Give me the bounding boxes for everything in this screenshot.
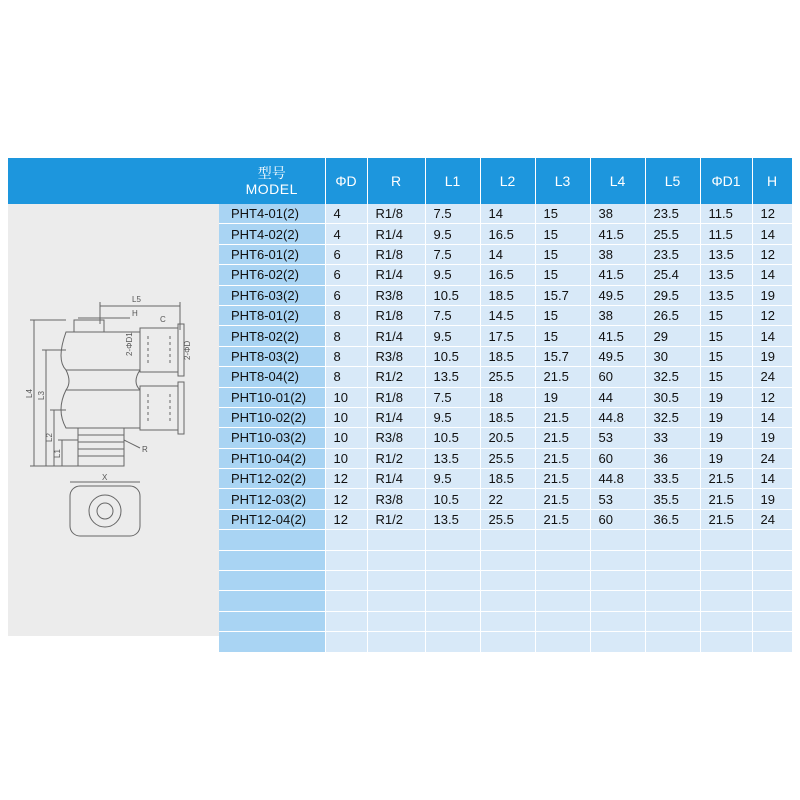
blank-cell xyxy=(367,530,425,550)
blank-cell xyxy=(590,632,645,652)
table-cell: 21.5 xyxy=(700,489,752,509)
blank-cell xyxy=(425,632,480,652)
table-cell: 12 xyxy=(325,489,367,509)
table-cell: 13.5 xyxy=(700,244,752,264)
table-cell: 14 xyxy=(480,244,535,264)
table-cell: 14.5 xyxy=(480,305,535,325)
blank-cell xyxy=(425,530,480,550)
dim-label-c: C xyxy=(160,315,166,324)
table-cell: 49.5 xyxy=(590,346,645,366)
table-cell: 19 xyxy=(752,346,792,366)
table-row xyxy=(219,509,792,529)
table-cell: 11.5 xyxy=(700,204,752,224)
header-cell: L2 xyxy=(480,158,535,204)
table-row xyxy=(219,489,792,509)
blank-cell xyxy=(325,550,367,570)
spec-table xyxy=(219,158,793,653)
header-model xyxy=(219,158,325,204)
table-cell: 36 xyxy=(645,448,700,468)
table-cell: R1/2 xyxy=(367,509,425,529)
table-row xyxy=(219,448,792,468)
model-cell: PHT10-04(2) xyxy=(219,448,325,468)
table-cell: R1/4 xyxy=(367,407,425,427)
blank-cell xyxy=(752,571,792,591)
blank-cell xyxy=(700,571,752,591)
blank-cell xyxy=(535,632,590,652)
header-cell: L3 xyxy=(535,158,590,204)
blank-cell xyxy=(645,571,700,591)
model-cell: PHT12-04(2) xyxy=(219,509,325,529)
blank-cell xyxy=(590,591,645,611)
blank-cell xyxy=(752,611,792,631)
blank-cell xyxy=(700,550,752,570)
table-cell: 20.5 xyxy=(480,428,535,448)
blank-row xyxy=(219,530,792,550)
table-cell: 15 xyxy=(535,326,590,346)
blank-cell xyxy=(535,611,590,631)
model-cell: PHT8-02(2) xyxy=(219,326,325,346)
table-cell: 13.5 xyxy=(700,285,752,305)
blank-cell xyxy=(752,530,792,550)
dim-label-h: H xyxy=(132,309,138,318)
table-cell: 41.5 xyxy=(590,326,645,346)
table-cell: 21.5 xyxy=(535,428,590,448)
blank-cell xyxy=(480,530,535,550)
header-cell: L4 xyxy=(590,158,645,204)
model-cell: PHT12-02(2) xyxy=(219,469,325,489)
table-cell: 19 xyxy=(535,387,590,407)
blank-cell xyxy=(700,591,752,611)
table-cell: 38 xyxy=(590,305,645,325)
dim-label-d1: 2-ΦD1 xyxy=(125,332,134,356)
table-cell: 15.7 xyxy=(535,346,590,366)
table-cell: 21.5 xyxy=(535,509,590,529)
table-cell: 6 xyxy=(325,265,367,285)
table-cell: 19 xyxy=(752,489,792,509)
blank-cell xyxy=(425,571,480,591)
blank-cell xyxy=(480,571,535,591)
table-cell: 23.5 xyxy=(645,204,700,224)
table-cell: 21.5 xyxy=(535,367,590,387)
table-cell: 14 xyxy=(752,469,792,489)
blank-cell xyxy=(480,611,535,631)
header-cell: L1 xyxy=(425,158,480,204)
blank-cell xyxy=(535,571,590,591)
table-cell: 18 xyxy=(480,387,535,407)
table-cell: 10.5 xyxy=(425,489,480,509)
table-cell: 19 xyxy=(700,448,752,468)
table-cell: 8 xyxy=(325,326,367,346)
table-cell: 44.8 xyxy=(590,469,645,489)
table-cell: 6 xyxy=(325,285,367,305)
blank-cell xyxy=(590,530,645,550)
blank-cell xyxy=(535,530,590,550)
blank-cell xyxy=(480,591,535,611)
model-cell: PHT6-02(2) xyxy=(219,265,325,285)
table-cell: 60 xyxy=(590,509,645,529)
blank-cell xyxy=(367,632,425,652)
header-cell: ΦD xyxy=(325,158,367,204)
table-cell: 19 xyxy=(752,285,792,305)
table-row xyxy=(219,469,792,489)
table-cell: 12 xyxy=(752,305,792,325)
table-cell: 10.5 xyxy=(425,285,480,305)
blank-cell xyxy=(425,591,480,611)
table-cell: 9.5 xyxy=(425,265,480,285)
table-cell: 14 xyxy=(480,204,535,224)
dim-label-x: X xyxy=(102,473,108,482)
table-cell: 19 xyxy=(700,407,752,427)
table-row xyxy=(219,387,792,407)
table-cell: 10 xyxy=(325,407,367,427)
table-cell: 14 xyxy=(752,224,792,244)
header-cell: ΦD1 xyxy=(700,158,752,204)
blank-cell xyxy=(700,530,752,550)
fitting-drawing-svg xyxy=(20,290,210,550)
technical-drawing xyxy=(20,290,210,550)
table-cell: R1/4 xyxy=(367,265,425,285)
table-cell: 4 xyxy=(325,204,367,224)
model-cell: PHT12-03(2) xyxy=(219,489,325,509)
table-cell: R1/8 xyxy=(367,387,425,407)
header-cell: H xyxy=(752,158,792,204)
blank-cell xyxy=(325,632,367,652)
blank-cell xyxy=(645,632,700,652)
table-cell: 10 xyxy=(325,448,367,468)
table-cell: 9.5 xyxy=(425,469,480,489)
model-cell: PHT10-01(2) xyxy=(219,387,325,407)
table-cell: R1/8 xyxy=(367,244,425,264)
blank-cell xyxy=(325,591,367,611)
table-cell: 49.5 xyxy=(590,285,645,305)
blank-cell xyxy=(752,591,792,611)
table-cell: 7.5 xyxy=(425,305,480,325)
table-row xyxy=(219,367,792,387)
blank-cell xyxy=(367,571,425,591)
model-cell: PHT10-03(2) xyxy=(219,428,325,448)
table-cell: 25.5 xyxy=(480,367,535,387)
table-cell: 15 xyxy=(535,265,590,285)
blank-cell xyxy=(425,550,480,570)
table-cell: 30.5 xyxy=(645,387,700,407)
table-cell: 35.5 xyxy=(645,489,700,509)
table-cell: 33.5 xyxy=(645,469,700,489)
table-cell: 8 xyxy=(325,305,367,325)
table-cell: 18.5 xyxy=(480,407,535,427)
table-cell: 15 xyxy=(700,305,752,325)
dim-label-l3: L3 xyxy=(37,391,46,400)
blank-cell xyxy=(645,530,700,550)
table-cell: 15 xyxy=(700,346,752,366)
table-cell: 12 xyxy=(325,509,367,529)
blank-cell xyxy=(645,550,700,570)
blank-cell xyxy=(752,550,792,570)
table-cell: 16.5 xyxy=(480,224,535,244)
table-cell: 25.5 xyxy=(480,448,535,468)
blank-cell xyxy=(219,591,325,611)
table-cell: 33 xyxy=(645,428,700,448)
blank-cell xyxy=(219,550,325,570)
table-cell: 23.5 xyxy=(645,244,700,264)
dim-label-l1: L1 xyxy=(53,449,62,458)
table-cell: 6 xyxy=(325,244,367,264)
table-cell: 53 xyxy=(590,428,645,448)
blank-cell xyxy=(325,571,367,591)
table-cell: 8 xyxy=(325,346,367,366)
table-row xyxy=(219,326,792,346)
blank-cell xyxy=(590,571,645,591)
table-cell: 9.5 xyxy=(425,326,480,346)
table-cell: 11.5 xyxy=(700,224,752,244)
table-cell: 24 xyxy=(752,367,792,387)
blank-row xyxy=(219,550,792,570)
table-cell: 22 xyxy=(480,489,535,509)
table-cell: 13.5 xyxy=(425,367,480,387)
table-cell: 25.5 xyxy=(480,509,535,529)
table-cell: 29.5 xyxy=(645,285,700,305)
table-cell: 41.5 xyxy=(590,265,645,285)
blank-row xyxy=(219,591,792,611)
table-cell: 13.5 xyxy=(425,448,480,468)
table-cell: 16.5 xyxy=(480,265,535,285)
blank-cell xyxy=(219,571,325,591)
header-cell: L5 xyxy=(645,158,700,204)
table-cell: 25.4 xyxy=(645,265,700,285)
blank-cell xyxy=(590,611,645,631)
table-cell: 8 xyxy=(325,367,367,387)
table-row xyxy=(219,265,792,285)
table-cell: 25.5 xyxy=(645,224,700,244)
model-cell: PHT10-02(2) xyxy=(219,407,325,427)
table-cell: 4 xyxy=(325,224,367,244)
table-cell: R3/8 xyxy=(367,285,425,305)
table-cell: R1/4 xyxy=(367,469,425,489)
blank-row xyxy=(219,632,792,652)
table-cell: 19 xyxy=(752,428,792,448)
dim-label-l4: L4 xyxy=(25,389,34,398)
table-cell: 14 xyxy=(752,326,792,346)
table-cell: 15 xyxy=(700,367,752,387)
header-model-en: MODEL xyxy=(245,181,298,197)
model-cell: PHT8-03(2) xyxy=(219,346,325,366)
table-cell: 12 xyxy=(752,387,792,407)
table-cell: 7.5 xyxy=(425,244,480,264)
blank-cell xyxy=(219,632,325,652)
table-cell: 10.5 xyxy=(425,346,480,366)
table-cell: 21.5 xyxy=(535,448,590,468)
table-cell: 15 xyxy=(535,244,590,264)
table-cell: 60 xyxy=(590,367,645,387)
blank-cell xyxy=(645,611,700,631)
table-cell: 44.8 xyxy=(590,407,645,427)
table-cell: 15.7 xyxy=(535,285,590,305)
blank-cell xyxy=(535,550,590,570)
blank-cell xyxy=(590,550,645,570)
table-cell: 13.5 xyxy=(425,509,480,529)
table-cell: 15 xyxy=(535,224,590,244)
table-cell: R1/4 xyxy=(367,224,425,244)
dim-label-l2: L2 xyxy=(45,433,54,442)
table-cell: 32.5 xyxy=(645,407,700,427)
table-cell: 21.5 xyxy=(535,489,590,509)
table-cell: 9.5 xyxy=(425,224,480,244)
table-cell: 44 xyxy=(590,387,645,407)
blank-cell xyxy=(325,530,367,550)
model-cell: PHT4-02(2) xyxy=(219,224,325,244)
table-cell: 7.5 xyxy=(425,204,480,224)
table-cell: 12 xyxy=(752,244,792,264)
blank-cell xyxy=(480,550,535,570)
table-row xyxy=(219,224,792,244)
table-row xyxy=(219,428,792,448)
table-cell: 53 xyxy=(590,489,645,509)
dim-label-r: R xyxy=(142,445,148,454)
table-cell: 10 xyxy=(325,387,367,407)
table-row xyxy=(219,285,792,305)
table-cell: 38 xyxy=(590,244,645,264)
table-cell: 12 xyxy=(752,204,792,224)
blank-cell xyxy=(367,591,425,611)
dim-label-d: 2-ΦD xyxy=(183,340,192,360)
table-row xyxy=(219,244,792,264)
model-cell: PHT6-01(2) xyxy=(219,244,325,264)
table-cell: 17.5 xyxy=(480,326,535,346)
spec-table-body xyxy=(219,204,792,652)
table-cell: R3/8 xyxy=(367,489,425,509)
table-row xyxy=(219,305,792,325)
table-row xyxy=(219,407,792,427)
table-cell: 13.5 xyxy=(700,265,752,285)
table-cell: R1/8 xyxy=(367,305,425,325)
table-cell: 14 xyxy=(752,265,792,285)
table-cell: R3/8 xyxy=(367,346,425,366)
table-cell: 29 xyxy=(645,326,700,346)
table-cell: 10 xyxy=(325,428,367,448)
blank-row xyxy=(219,611,792,631)
blank-cell xyxy=(325,611,367,631)
table-cell: R1/2 xyxy=(367,448,425,468)
table-cell: 7.5 xyxy=(425,387,480,407)
table-row xyxy=(219,346,792,366)
table-cell: 19 xyxy=(700,387,752,407)
blank-cell xyxy=(219,530,325,550)
table-cell: 15 xyxy=(535,204,590,224)
blank-cell xyxy=(367,611,425,631)
table-cell: 30 xyxy=(645,346,700,366)
table-cell: 36.5 xyxy=(645,509,700,529)
table-cell: R1/8 xyxy=(367,204,425,224)
blank-cell xyxy=(645,591,700,611)
table-cell: 26.5 xyxy=(645,305,700,325)
table-cell: 38 xyxy=(590,204,645,224)
table-cell: R3/8 xyxy=(367,428,425,448)
blank-cell xyxy=(367,550,425,570)
table-cell: 14 xyxy=(752,407,792,427)
header-cell: R xyxy=(367,158,425,204)
blank-cell xyxy=(535,591,590,611)
model-cell: PHT8-01(2) xyxy=(219,305,325,325)
model-cell: PHT8-04(2) xyxy=(219,367,325,387)
table-cell: 32.5 xyxy=(645,367,700,387)
table-cell: 15 xyxy=(700,326,752,346)
table-cell: 21.5 xyxy=(700,509,752,529)
blank-cell xyxy=(219,611,325,631)
header-row xyxy=(219,158,792,204)
table-cell: 18.5 xyxy=(480,285,535,305)
table-cell: 24 xyxy=(752,448,792,468)
blank-cell xyxy=(480,632,535,652)
table-cell: 18.5 xyxy=(480,469,535,489)
table-cell: R1/4 xyxy=(367,326,425,346)
table-cell: 10.5 xyxy=(425,428,480,448)
table-cell: 12 xyxy=(325,469,367,489)
blank-cell xyxy=(752,632,792,652)
model-cell: PHT6-03(2) xyxy=(219,285,325,305)
blank-row xyxy=(219,571,792,591)
table-cell: 24 xyxy=(752,509,792,529)
table-cell: 60 xyxy=(590,448,645,468)
table-cell: 21.5 xyxy=(535,407,590,427)
dim-label-l5: L5 xyxy=(132,295,141,304)
table-row xyxy=(219,204,792,224)
table-cell: 21.5 xyxy=(700,469,752,489)
table-cell: 9.5 xyxy=(425,407,480,427)
blank-cell xyxy=(700,611,752,631)
table-cell: 15 xyxy=(535,305,590,325)
table-cell: 41.5 xyxy=(590,224,645,244)
blank-cell xyxy=(425,611,480,631)
table-cell: R1/2 xyxy=(367,367,425,387)
header-model-cn: 型号 xyxy=(257,165,286,181)
table-cell: 19 xyxy=(700,428,752,448)
table-cell: 21.5 xyxy=(535,469,590,489)
model-cell: PHT4-01(2) xyxy=(219,204,325,224)
blank-cell xyxy=(700,632,752,652)
table-cell: 18.5 xyxy=(480,346,535,366)
